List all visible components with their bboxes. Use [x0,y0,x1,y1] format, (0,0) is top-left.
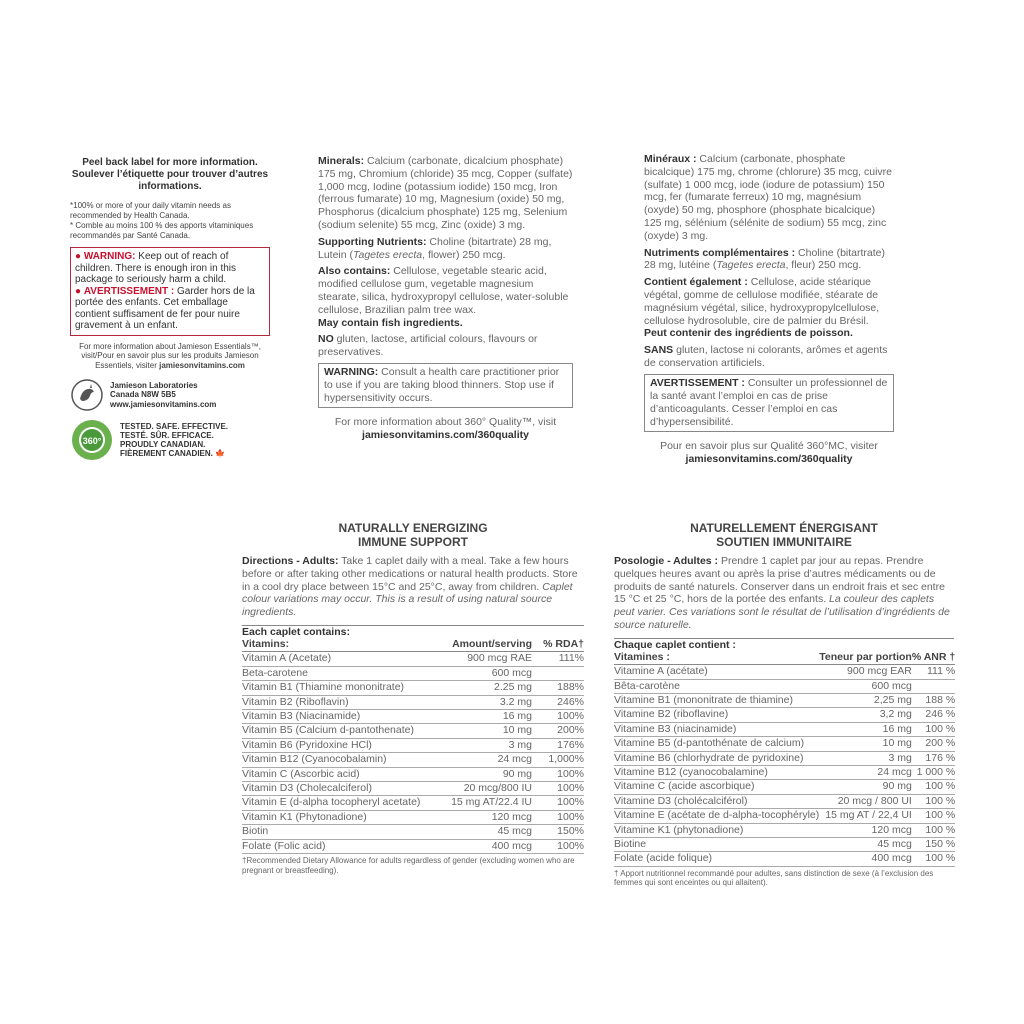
minerals-label-fr: Minéraux : [644,153,697,165]
supporting-text-fr-b: , fleur) 250 mcg. [785,259,862,272]
nutrient-name: Vitamine K1 (phytonadione) [614,823,819,837]
tested-line-1: TESTED. SAFE. EFFECTIVE. [120,422,229,431]
nutrient-name: Vitamin B5 (Calcium d-pantothenate) [242,724,441,738]
quality-more-en: For more information about 360° Quality™, visit [334,415,557,428]
vitamin-table-en [242,638,584,854]
nutrient-name: Biotin [242,825,441,839]
nutrient-percent: 100 % [912,809,955,823]
nutrient-amount: 90 mg [819,780,912,794]
directions-label-fr: Posologie - Adultes : [614,555,719,567]
no-text-en: gluten, lactose, artificial colours, flavours or preservatives. [318,333,538,359]
nutrient-amount: 3 mg [441,738,532,752]
english-info-block [318,155,573,442]
company-address [110,381,216,410]
quality-link-fr [644,440,894,466]
minerals-label-en: Minerals: [318,155,365,167]
nutrient-amount: 16 mg [819,722,912,736]
col-anr-fr: % ANR † [911,650,956,663]
supporting-text-fr-a: Choline (bitartrate) 28 mg, lutéine ( [644,246,885,272]
nutrient-percent: 100 % [912,722,955,736]
avertissement-text: Garder hors de la portée des enfants. Cet emballage contient suffisament de fer pour nuire gravement à un enfant. [75,285,255,331]
product-title-fr [614,521,954,549]
title-line-2-fr: SOUTIEN IMMUNITAIRE [716,535,852,549]
table-row [242,710,584,724]
tested-line-2: TESTÉ. SÛR. EFFICACE. [120,431,214,440]
nutrient-amount: 600 mcg [819,679,912,693]
nutrient-percent: 100% [532,796,584,810]
title-line-1-fr: NATURELLEMENT ÉNERGISANT [690,521,878,535]
nutrient-name: Vitamine E (acétate de d-alpha-tocophéryle) [614,809,820,822]
nutrient-amount: 900 mcg RAE [441,652,532,666]
quality-link-en [318,416,573,442]
nutrient-amount: 16 mg [441,710,532,724]
col-amount-en: Amount/serving [441,638,532,652]
maple-leaf-icon: 🍁 [215,449,226,458]
company-website: www.jamiesonvitamins.com [110,399,217,409]
directions-en [242,555,584,619]
company-row [70,378,270,412]
each-caplet-fr: Chaque caplet contient : [614,638,736,651]
tested-line-3: PROUDLY CANADIAN. [120,440,206,449]
no-label-fr: SANS [644,344,674,357]
warning-bullet-icon: ● [75,251,82,262]
footnote-en: †Recommended Dietary Allowance for adults regardless of gender (excluding women who are pregnant or breastfeeding). [242,856,575,875]
also-contains-label-en: Also contains: [318,265,391,278]
table-row [242,796,584,810]
nutrient-name: Vitamine B12 (cyanocobalamine) [614,766,819,780]
nutrient-name: Vitamin E (d-alpha tocopheryl acetate) [242,796,441,810]
nutrient-percent: 200 % [912,737,955,751]
nutrient-amount: 900 mcg EAR [819,665,912,679]
nutrient-percent: 150% [532,825,584,839]
minerals-text-en: Calcium (carbonate, dicalcium phosphate) 175 mg, Chromium (chloride) 35 mcg, Copper (sulfate) 1,000 mcg, Iodine (potassium iodide) 150 mcg, Iron (ferrous fumarate) 10 mg, Magnesium (oxide) 50 mg, Phosphorus (dicalcium phosphate) 125 mg, Selenium (sodium selenite) 55 mcg, Zinc (oxide) 3 mg. [318,155,573,231]
warning-text-en: Consult a health care practitioner prior to use if you are taking blood thinners. Stop use if hypersensitivity occurs. [324,365,560,404]
also-contains-label-fr: Contient également : [644,276,748,289]
table-row [242,825,584,839]
nutrient-percent: 100% [532,767,584,781]
nutrient-percent: 100 % [912,823,955,837]
nutrient-amount: 600 mcg [441,666,532,680]
nutrient-amount: 15 mg AT/22.4 IU [441,796,532,810]
supporting-text-en-b: , flower) 250 mcg. [422,248,506,261]
nutrient-amount: 45 mcg [441,825,532,839]
table-row [614,838,955,852]
nutrient-name: Vitamine C (acide ascorbique) [614,780,819,794]
french-info-block [644,153,894,465]
nutrient-amount: 10 mg [819,737,912,751]
tested-claims [120,422,228,458]
directions-fr [614,555,954,632]
table-row [614,722,955,736]
warning-label-fr: AVERTISSEMENT : [650,376,745,389]
nutrient-amount: 20 mcg/800 IU [441,782,532,796]
nutrient-percent: 176% [532,738,584,752]
warning-label: WARNING: [83,251,136,262]
nutrient-name: Vitamin B12 (Cyanocobalamin) [242,753,441,767]
nutrient-amount: 20 mcg / 800 UI [819,794,912,808]
table-row [242,839,584,853]
table-row [614,852,955,866]
no-text-fr: gluten, lactose ni colorants, arômes et agents de conservation artificiels. [644,344,888,369]
nutrient-percent: 111 % [912,665,955,679]
col-vitamins-en: Vitamins: [242,638,441,652]
directions-text-en: Take 1 caplet daily with a meal. Take a few hours before or after taking other medications or natural health products. Store in a cool dry place between 15°C and 25°C, away from children. [242,555,578,593]
table-row [614,679,955,693]
nutrient-percent: 246 % [912,708,955,722]
nutrient-percent: 100 % [912,852,955,866]
supporting-italic-en: Tagetes erecta [353,248,423,261]
peel-back-notice: Peel back label for more information. Soulever l’étiquette pour trouver d’autres informations. [71,157,269,192]
nutrient-name: Vitamin K1 (Phytonadione) [242,810,441,824]
nutrient-percent: 100% [532,810,584,824]
nutrient-amount: 3,2 mg [819,708,912,722]
blood-thinner-warning-fr [644,374,894,432]
nutrient-percent: 100 % [912,794,955,808]
table-row [614,708,955,722]
more-info-url: jamiesonvitamins.com [159,360,245,370]
nutrient-amount: 120 mcg [441,810,532,824]
nutrient-percent: 200% [532,724,584,738]
nutrient-amount: 15 mg AT / 22,4 UI [819,809,912,823]
table-row [242,666,584,680]
nutrient-name: Folate (Folic acid) [242,839,441,853]
fish-notice-en: May contain fish ingredients. [318,316,463,329]
table-row [242,681,584,695]
table-row [242,782,584,796]
nutrient-name: Vitamine B5 (d-pantothénate de calcium) [614,737,819,751]
product-title-en [242,521,584,549]
table-row [242,767,584,781]
table-row [242,724,584,738]
avertissement-bullet-icon: ● [75,285,82,297]
daily-value-note-fr: * Comble au moins 100 % des apports vitaminiques recommandés par Santé Canada. [70,221,254,240]
supporting-text-en-a: Choline (bitartrate) 28 mg, Lutein ( [318,235,552,261]
quality-360-seal-icon [70,418,114,462]
nutrient-name: Vitamine B3 (niacinamide) [614,722,819,736]
nutrient-name: Biotine [614,838,819,852]
table-row [614,809,955,823]
nutrient-name: Vitamin D3 (Cholecalciferol) [242,782,441,796]
supporting-label-fr: Nutriments complémentaires : [644,246,796,259]
nutrient-name: Vitamin B2 (Riboflavin) [242,695,441,709]
nutrient-amount: 2.25 mg [441,681,532,695]
nutrient-amount: 24 mcg [441,753,532,767]
table-row [614,751,955,765]
table-row [242,738,584,752]
each-caplet-en: Each caplet contains: [242,625,350,638]
no-label-en: NO [318,333,334,346]
col-vitamins-fr: Vitamines : [614,651,819,665]
nutrient-name: Vitamine D3 (cholécalciférol) [614,794,819,808]
directions-label-en: Directions - Adults: [242,555,339,567]
minerals-text-fr: Calcium (carbonate, phosphate bicalcique) 175 mg, chrome (chlorure) 35 mcg, cuivre (sulfate) 1 000 mcg, iode (iodure de potassium) 150 mcg, fer (fumarate ferreux) 10 mg, magnésium (oxyde) 50 mg, phosphore (phosphate bicalcique) 125 mg, sélénium (sélénite de sodium) 55 mcg, zinc (oxyde) 3 mg. [644,153,893,242]
nutrient-amount: 45 mcg [819,838,912,852]
title-line-1-en: NATURALLY ENERGIZING [338,521,488,535]
nutrient-name: Vitamine B2 (riboflavine) [614,708,819,722]
title-line-2-en: IMMUNE SUPPORT [357,535,468,549]
nutrient-amount: 10 mg [441,724,532,738]
directions-italic-fr: La couleur des caplets peut varier. Ces variations sont le résultat de l’utilisation d’ingrédients de source naturelle. [614,593,950,631]
quality-row [70,418,270,462]
nutrient-percent: 1 000 % [912,766,955,780]
nutrient-percent: 176 % [912,751,955,765]
col-amount-fr: Teneur par portion [819,650,912,663]
table-row [242,695,584,709]
nutrient-percent: 188% [532,681,584,695]
nutrient-name: Vitamine B1 (mononitrate de thiamine) [614,694,819,708]
nutrient-name: Bêta-carotène [614,679,819,693]
nutrient-amount: 3 mg [819,751,912,765]
footnote-fr: † Apport nutritionnel recommandé pour adultes, sans distinction de sexe (à l’exclusion des femmes qui sont enceintes ou qui allaitent). [614,868,934,888]
blood-thinner-warning-en [318,363,573,408]
table-row [614,694,955,708]
nutrient-name: Vitamin B1 (Thiamine mononitrate) [242,681,441,695]
nutrient-name: Vitamin C (Ascorbic acid) [242,767,441,781]
company-name: Jamieson Laboratories [110,380,198,390]
table-row [614,665,955,679]
warning-label-en: WARNING: [324,365,379,378]
table-row [614,794,955,808]
nutrient-name: Vitamin B3 (Niacinamide) [242,710,441,724]
nutrient-percent [912,679,955,693]
vitamin-table-fr [614,651,955,867]
nutrient-percent: 188 % [912,694,955,708]
table-row [242,652,584,666]
table-row [614,823,955,837]
warning-text-fr: Consulter un professionnel de la santé avant l’emploi en cas de prise d’anticoagulants. Cesser l’emploi en cas d’hypersensibilité. [650,376,888,428]
nutrient-amount: 400 mcg [441,839,532,853]
nutrient-name: Beta-carotene [242,666,441,680]
table-row [242,753,584,767]
nutrient-percent: 1,000% [532,753,584,767]
tested-line-4: FIÈREMENT CANADIEN. [120,449,213,458]
table-row [614,780,955,794]
nutrient-percent: 150 % [912,838,955,852]
daily-value-note-en: *100% or more of your daily vitamin needs as recommended by Health Canada. [70,201,231,220]
warning-text: Keep out of reach of children. There is enough iron in this package to seriously harm a child. [75,251,237,285]
supporting-italic-fr: Tagetes erecta [716,259,786,272]
nutrient-name: Vitamin A (Acetate) [242,652,441,666]
fish-notice-fr: Peut contenir des ingrédients de poisson. [644,327,853,340]
table-row [614,737,955,751]
nutrient-amount: 120 mcg [819,823,912,837]
directions-text-fr: Prendre 1 caplet par jour au repas. Prendre quelques heures avant ou après la prise d’autres médicaments ou de produits de santé naturels. Conserver dans un endroit frais et sec entre 15 °C et 25 °C, hors de la portée des enfants. [614,555,945,606]
avertissement-label: AVERTISSEMENT : [83,285,175,297]
nutrient-percent: 100% [532,782,584,796]
also-contains-text-fr: Cellulose, acide stéarique végétal, gomme de cellulose modifiée, stéarate de magnésium végétal, silice, hydroxypropylcellulose, cellulose hydrosoluble, cire de palmier du Brésil. [644,276,880,327]
supporting-label-en: Supporting Nutrients: [318,235,427,248]
nutrient-name: Vitamin B6 (Pyridoxine HCl) [242,738,441,752]
nutrient-name: Folate (acide folique) [614,852,819,866]
table-row [614,766,955,780]
nutrient-percent: 100 % [912,780,955,794]
nutrient-percent: 111% [532,652,584,666]
table-row [242,810,584,824]
nutrient-name: Vitamine A (acétate) [614,665,819,679]
child-warning-box [70,247,270,336]
english-supplement-facts [242,521,584,875]
no-animal-testing-icon [70,378,104,412]
nutrient-amount: 24 mcg [819,766,912,780]
nutrient-percent: 246% [532,695,584,709]
also-contains-text-en: Cellulose, vegetable stearic acid, modified cellulose gum, vegetable magnesium stearate, silica, hydroxypropyl cellulose, water-soluble cellulose, Brazilian palm tree wax. [318,265,569,316]
col-rda-en: % RDA† [532,638,584,652]
nutrient-name: Vitamine B6 (chlorhydrate de pyridoxine) [614,751,819,765]
nutrient-percent [532,666,584,680]
nutrient-percent: 100% [532,839,584,853]
more-info-text [70,342,270,371]
directions-italic-en: Caplet colour variations may occur. This is a result of using natural source ingredients. [242,580,573,619]
nutrient-amount: 3.2 mg [441,695,532,709]
french-supplement-facts [614,521,954,888]
company-postal: Canada N8W 5B5 [110,390,176,400]
nutrient-percent: 100% [532,710,584,724]
nutrient-amount: 2,25 mg [819,694,912,708]
nutrient-amount: 400 mcg [819,852,912,866]
quality-url-fr: jamiesonvitamins.com/360quality [685,452,853,465]
quality-url-en: jamiesonvitamins.com/360quality [362,428,529,441]
left-column [70,157,270,462]
quality-more-fr: Pour en savoir plus sur Qualité 360°MC, visiter [660,439,878,452]
more-info-body: For more information about Jamieson Essentials™, visit/Pour en savoir plus sur les produits Jamieson Essentiels, visiter [79,341,261,370]
nutrient-amount: 90 mg [441,767,532,781]
svg-text:360°: 360° [82,436,102,446]
